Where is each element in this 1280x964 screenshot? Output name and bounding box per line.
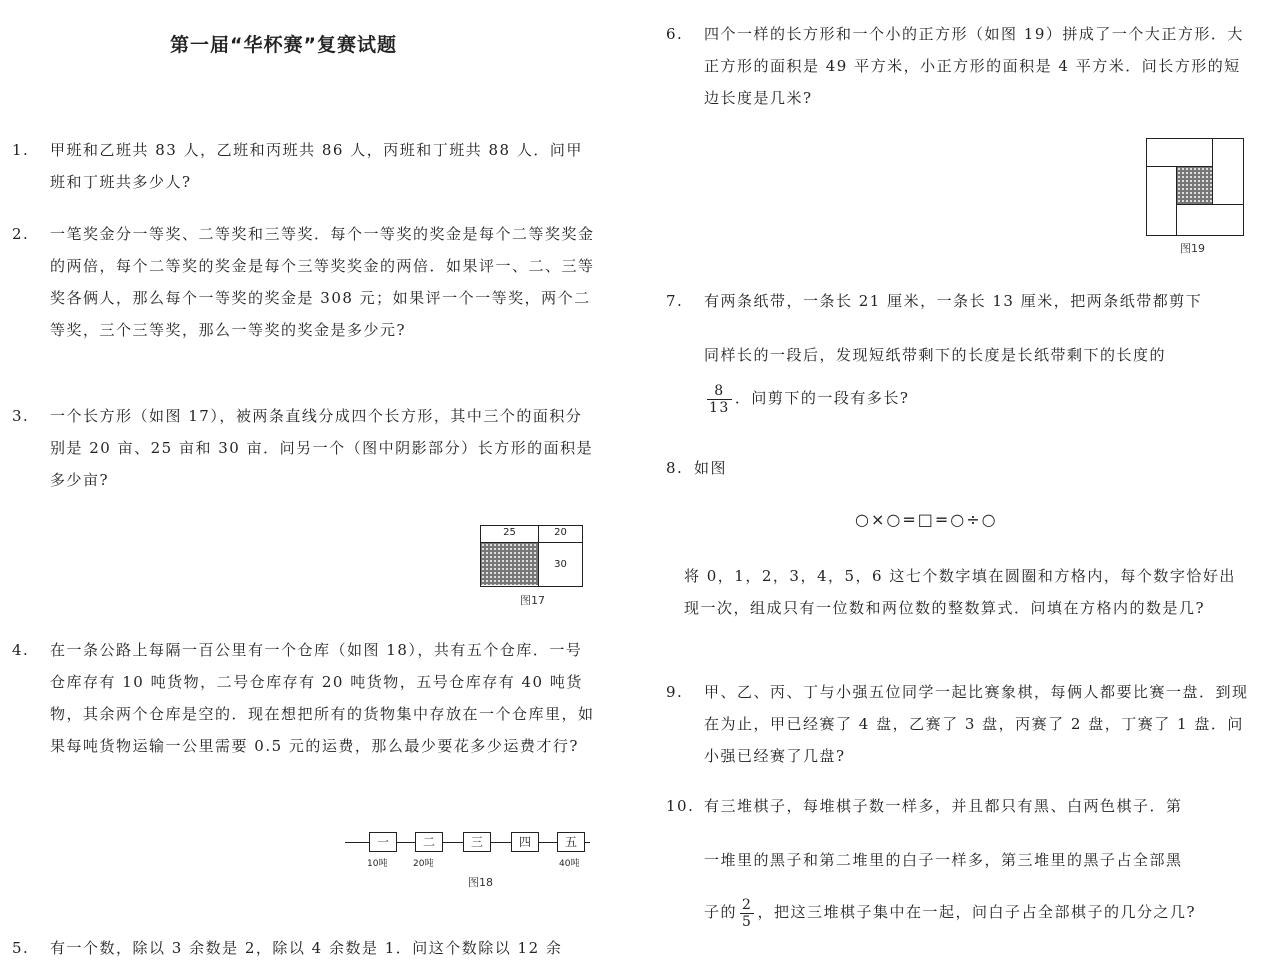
label-20t: 20吨 (413, 859, 434, 869)
question-2 (12, 218, 598, 346)
question-number: 3. (12, 407, 30, 425)
warehouse-2: 二 (415, 832, 443, 852)
cell-25: 25 (503, 527, 516, 538)
question-number: 6. (666, 25, 684, 43)
question-text: 一笔奖金分一等奖、二等奖和三等奖．每个一等奖的奖金是每个二等奖奖金的两倍，每个二等奖的奖金是每个三等奖奖金的两倍．如果评一、二、三等奖各俩人，那么每个一等奖的奖金是 308 元；如果评一个一等奖，两个二等奖，三个三等奖，那么一等奖的奖金是多少元? (50, 225, 595, 339)
cell-30: 30 (554, 559, 567, 570)
question-intro: 如图 (694, 459, 728, 477)
question-8-body (684, 560, 1244, 624)
figure-18 (345, 830, 595, 875)
question-number: 4. (12, 641, 30, 659)
question-text-line1: 有三堆棋子，每堆棋子数一样多，并且都只有黑、白两色棋子．第 (704, 797, 1183, 815)
label-10t: 10吨 (367, 859, 388, 869)
question-text: 四个一样的长方形和一个小的正方形（如图 19）拼成了一个大正方形．大正方形的面积是 49 平方米，小正方形的面积是 4 平方米．问长方形的短边长度是几米? (704, 25, 1244, 107)
question-1 (12, 134, 598, 198)
question-text: 甲、乙、丙、丁与小强五位同学一起比赛象棋，每俩人都要比赛一盘．到现在为止，甲已经赛了 4 盘，乙赛了 3 盘，丙赛了 2 盘，丁赛了 1 盘．问小强已经赛了几盘? (704, 683, 1249, 765)
figure-17 (480, 525, 583, 587)
question-text: 有一个数，除以 3 余数是 2，除以 4 余数是 1．问这个数除以 12 余 (50, 939, 563, 957)
page-title: 第一届“华杯赛”复赛试题 (170, 34, 397, 56)
cell-20: 20 (554, 527, 567, 538)
question-6 (666, 18, 1252, 114)
figure-18-caption: 图18 (468, 876, 493, 889)
question-7 (666, 274, 1252, 416)
question-text-line3a: 子的 (704, 903, 738, 921)
equation: ○×○=□=○÷○ (855, 510, 998, 529)
question-5 (12, 932, 598, 964)
figure-19-caption: 图19 (1180, 242, 1205, 255)
question-number: 7. (666, 292, 684, 310)
question-text-line3b: ，把这三堆棋子集中在一起，问白子占全部棋子的几分之几? (757, 903, 1196, 921)
fraction-2-5: $\frac{2}{5}$ (742, 896, 753, 930)
question-text-line2: 同样长的一段后，发现短纸带剩下的长度是长纸带剩下的长度的 (704, 346, 1167, 364)
question-3 (12, 400, 598, 496)
fraction-8-13: $\frac{8}{13}$ (709, 382, 730, 416)
question-number: 2. (12, 225, 30, 243)
question-text-line1: 有两条纸带，一条长 21 厘米，一条长 13 厘米，把两条纸带都剪下 (704, 292, 1203, 310)
question-number: 1. (12, 141, 30, 159)
question-8 (666, 452, 1242, 484)
shaded-rectangle (481, 543, 538, 585)
question-text-line2: 一堆里的黑子和第二堆里的白子一样多，第三堆里的黑子占全部黑 (704, 851, 1183, 869)
question-text-line3: ．问剪下的一段有多长? (734, 389, 910, 407)
question-4 (12, 634, 598, 762)
warehouse-5: 五 (557, 832, 585, 852)
question-number: 9. (666, 683, 684, 701)
figure-19 (1146, 138, 1244, 236)
small-square (1177, 167, 1212, 204)
question-text: 一个长方形（如图 17），被两条直线分成四个长方形，其中三个的面积分别是 20 亩、25 亩和 30 亩．问另一个（图中阴影部分）长方形的面积是多少亩? (50, 407, 594, 489)
warehouse-3: 三 (463, 832, 491, 852)
question-number: 10. (666, 797, 695, 815)
warehouse-4: 四 (511, 832, 539, 852)
question-number: 8. (666, 459, 684, 477)
label-40t: 40吨 (559, 859, 580, 869)
question-text: 将 0，1，2，3，4，5，6 这七个数字填在圆圈和方格内，每个数字恰好出现一次，组成只有一位数和两位数的整数算式．问填在方格内的数是几? (684, 567, 1236, 617)
question-text: 在一条公路上每隔一百公里有一个仓库（如图 18），共有五个仓库．一号仓库存有 10 吨货物，二号仓库存有 20 吨货物，五号仓库存有 40 吨货物，其余两个仓库是空的．现在想把所有的货物集中存放在一个仓库里，如果每吨货物运输一公里需要 0.5 元的运费，那么最少要花多少运费才行? (50, 641, 595, 755)
question-10 (666, 790, 1252, 930)
question-9 (666, 676, 1252, 772)
question-text: 甲班和乙班共 83 人，乙班和丙班共 86 人，丙班和丁班共 88 人．问甲班和丁班共多少人? (50, 141, 583, 191)
warehouse-1: 一 (369, 832, 397, 852)
figure-17-caption: 图17 (520, 594, 545, 607)
question-number: 5. (12, 939, 30, 957)
